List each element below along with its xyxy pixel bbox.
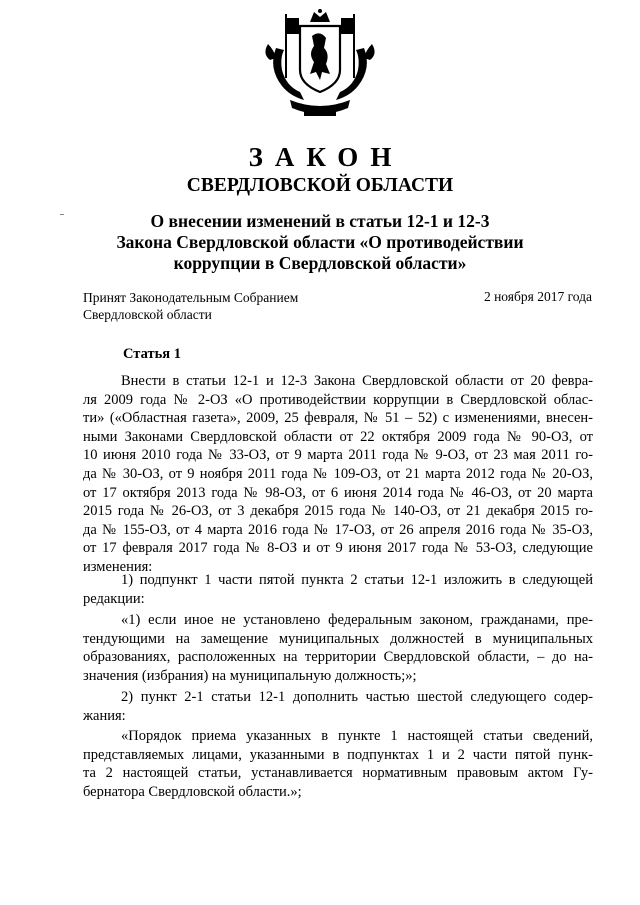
subject-line: Закона Свердловской области «О противодействии	[116, 232, 524, 252]
law-subject	[0, 211, 640, 274]
text-line: да № 155-ОЗ, от 4 марта 2016 года № 17-ОЗ, от 26 апреля 2016 года № 35-ОЗ,	[83, 521, 593, 538]
text-line: 2015 года № 26-ОЗ, от 3 декабря 2015 года № 140-ОЗ, от 21 декабря 2015 го-	[83, 503, 593, 520]
paragraph-item-2	[83, 688, 593, 725]
text-line: образованиях, расположенных на территории Свердловской области, – до на-	[83, 649, 593, 666]
document-title: ЗАКОН	[248, 142, 404, 172]
article-heading: Статья 1	[123, 346, 181, 362]
text-line: 10 июня 2010 года № 33-ОЗ, от 9 марта 2011 года № 9-ОЗ, от 23 мая 2011 го-	[83, 447, 593, 464]
region-title: СВЕРДЛОВСКОЙ ОБЛАСТИ	[186, 175, 454, 196]
adopted-by	[83, 289, 298, 323]
paragraph-item-1	[83, 571, 593, 608]
text-line: та 2 настоящей статьи, устанавливается нормативным правовым актом Гу-	[83, 765, 593, 782]
subject-line: О внесении изменений в статьи 12-1 и 12-3	[150, 211, 490, 231]
text-line: от 17 февраля 2017 года № 8-ОЗ и от 9 июня 2017 года № 53-ОЗ, следующие	[83, 540, 593, 557]
text-line: изменения:	[83, 558, 153, 575]
paragraph-quote-2	[83, 727, 593, 801]
paragraph-quote-1	[83, 611, 593, 685]
text-line: редакции:	[83, 590, 145, 607]
adopted-by-line: Свердловской области	[83, 307, 212, 322]
text-line: бернатора Свердловской области.»;	[83, 783, 302, 800]
text-line: ля 2009 года № 2-ОЗ «О противодействии коррупции в Свердловской облас-	[83, 391, 593, 408]
adopted-by-line: Принят Законодательным Собранием	[83, 290, 299, 305]
text-line: «1) если иное не установлено федеральным законом, гражданами, пре-	[121, 612, 593, 628]
text-line: от 17 октября 2013 года № 98-ОЗ, от 6 июня 2014 года № 46-ОЗ, от 20 марта	[83, 484, 593, 501]
text-line: Внести в статьи 12-1 и 12-3 Закона Свердловской области от 20 февра-	[121, 373, 593, 389]
coat-of-arms-emblem	[260, 8, 380, 123]
text-line: 2) пункт 2-1 статьи 12-1 дополнить частью шестой следующего содер-	[121, 689, 593, 705]
text-line: представляемых лицами, указанными в подпунктах 1 и 2 части пятой пунк-	[83, 746, 593, 763]
text-line: ными Законами Свердловской области от 22 октября 2009 года № 90-ОЗ, от	[83, 428, 593, 445]
text-line: 1) подпункт 1 части пятой пункта 2 статьи 12-1 изложить в следующей	[121, 572, 593, 588]
text-line: «Порядок приема указанных в пункте 1 настоящей статьи сведений,	[121, 728, 593, 744]
subject-line: коррупции в Свердловской области»	[173, 253, 467, 273]
text-line: значения (избрания) на муниципальную должность;»;	[83, 667, 417, 684]
text-line: ти» («Областная газета», 2009, 25 февраля, № 51 – 52) с изменениями, внесен-	[83, 410, 593, 427]
paragraph-intro	[83, 372, 593, 577]
adoption-date: 2 ноября 2017 года	[483, 289, 592, 304]
text-line: да № 30-ОЗ, от 9 ноября 2011 года № 109-ОЗ, от 21 марта 2012 года № 20-ОЗ,	[83, 465, 593, 482]
text-line: тендующими на замещение муниципальных должностей в муниципальных	[83, 630, 593, 647]
text-line: жания:	[83, 707, 126, 724]
